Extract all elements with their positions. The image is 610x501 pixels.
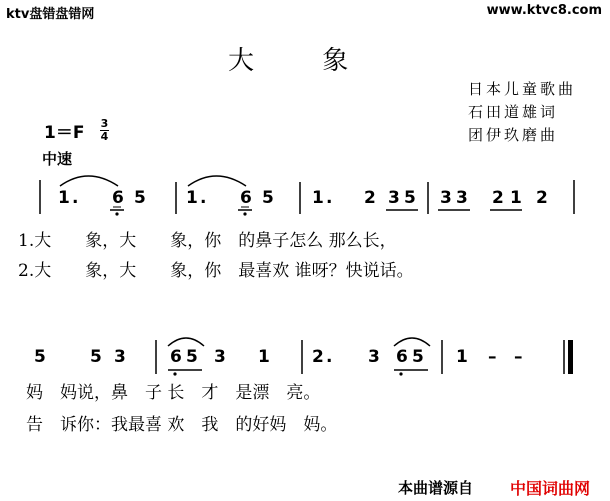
- time-signature-bottom: 4: [100, 130, 109, 143]
- low-octave-dot: [173, 372, 176, 375]
- dash: –: [514, 347, 523, 367]
- note-dot: .: [326, 188, 333, 208]
- footer-source: 本曲谱源自: [398, 479, 474, 497]
- footer-site[interactable]: 中国词曲网: [510, 479, 591, 498]
- note: 2: [492, 188, 504, 208]
- credit-origin: 日本儿童歌曲: [468, 80, 577, 98]
- note: 3: [214, 347, 226, 367]
- note: 3: [388, 188, 400, 208]
- credit-lyricist: 石田道雄词: [468, 103, 559, 121]
- watermark-left: ktv盘错盘错网: [6, 7, 95, 22]
- note: 5: [186, 347, 198, 367]
- lyric-row-1-verse-2: 2.大 象，大 象，你 最喜欢 谁呀？快说话。: [18, 261, 414, 281]
- note: 1: [510, 188, 522, 208]
- note: 1: [58, 188, 70, 208]
- slur: [168, 338, 204, 346]
- note: 6: [112, 188, 124, 208]
- time-signature-top: 3: [100, 117, 109, 130]
- note: 5: [90, 347, 102, 367]
- key-signature: 1＝F: [44, 123, 85, 143]
- slur: [188, 176, 246, 186]
- lyric-row-1-verse-1: 1.大 象，大 象，你 的鼻子怎么 那么长，: [18, 231, 397, 251]
- note: 1: [186, 188, 198, 208]
- final-bar-thick: [568, 340, 573, 374]
- lyric-row-2-verse-2: 告 诉你：我最喜 欢 我 的好妈 妈。: [26, 415, 338, 435]
- note: 1: [456, 347, 468, 367]
- tempo-marking: 中速: [42, 150, 73, 168]
- note: 2: [364, 188, 376, 208]
- watermark-right: www.ktvc8.com: [486, 3, 602, 18]
- note: 6: [240, 188, 252, 208]
- note-dot: .: [326, 347, 333, 367]
- note: 5: [404, 188, 416, 208]
- note: 3: [368, 347, 380, 367]
- lyric-row-2-verse-1: 妈 妈说，鼻 子 长 才 是漂 亮。: [26, 383, 321, 403]
- note: 3: [440, 188, 452, 208]
- slur: [394, 338, 430, 346]
- note: 6: [170, 347, 182, 367]
- credit-composer: 团伊玖磨曲: [468, 126, 559, 144]
- note: 1: [258, 347, 270, 367]
- note-dot: .: [200, 188, 207, 208]
- note: 5: [262, 188, 274, 208]
- note: 5: [134, 188, 146, 208]
- dash: –: [488, 347, 497, 367]
- note: 5: [34, 347, 46, 367]
- note: 6: [396, 347, 408, 367]
- slur: [60, 176, 118, 186]
- note: 2: [536, 188, 548, 208]
- note: 5: [412, 347, 424, 367]
- note: 3: [114, 347, 126, 367]
- song-title: 大 象: [228, 46, 379, 76]
- low-octave-dot: [243, 212, 246, 215]
- note-dot: .: [72, 188, 79, 208]
- low-octave-dot: [115, 212, 118, 215]
- note: 3: [456, 188, 468, 208]
- note: 2: [312, 347, 324, 367]
- low-octave-dot: [399, 372, 402, 375]
- note: 1: [312, 188, 324, 208]
